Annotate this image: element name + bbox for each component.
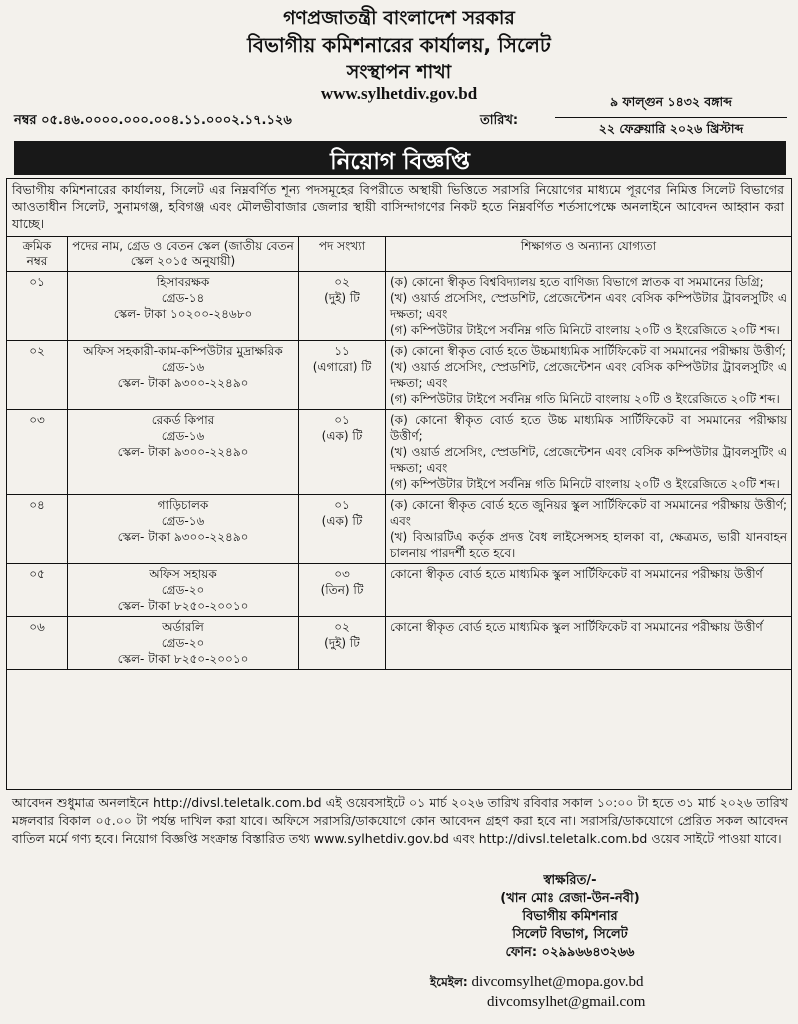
row-post: হিসাবরক্ষক (156, 275, 210, 289)
row-count-words: (এক) টি (321, 429, 363, 443)
row-count-words: (তিন) টি (320, 583, 364, 597)
row-scale: স্কেল- টাকা ৮২৫০-২০০১০ (117, 652, 249, 666)
qualification-item: (ক) কোনো স্বীকৃত বিশ্ববিদ্যালয় হতে বাণিজ্য বিভাগে স্নাতক বা সমমানের ডিগ্রি; (390, 275, 764, 289)
row-post-cell (68, 564, 299, 617)
row-count-cell (299, 564, 386, 617)
branch-name: সংস্থাপন শাখা (346, 61, 452, 83)
notice-title: নিয়োগ বিজ্ঞপ্তি (330, 149, 470, 175)
signatory-designation: বিভাগীয় কমিশনার (522, 909, 618, 924)
row-count-cell (299, 341, 386, 410)
email-line-1 (430, 974, 643, 994)
row-post-cell (68, 410, 299, 495)
qualification-item: (খ) ওয়ার্ড প্রসেসিং, স্প্রেডশিট, প্রেজেন্টেশন এবং বেসিক কম্পিউটার ট্রাবলসুটিং এ দক্ষতা; এবং (390, 291, 787, 321)
row-serial: ০৫ (7, 564, 68, 617)
title-banner (14, 141, 786, 175)
date-label: তারিখ: (480, 113, 519, 128)
table-row (7, 495, 792, 564)
row-grade: গ্রেড-২০ (161, 636, 205, 650)
row-qualification-cell (386, 495, 792, 564)
row-scale: স্কেল- টাকা ৯৩০০-২২৪৯০ (117, 530, 249, 544)
row-qualification-cell (386, 272, 792, 341)
office-name: বিভাগীয় কমিশনারের কার্যালয়, সিলেট (247, 33, 551, 57)
qualification-item: কোনো স্বীকৃত বোর্ড হতে মাধ্যমিক স্কুল সার্টিফিকেট বা সমমানের পরীক্ষায় উত্তীর্ণ (390, 567, 763, 581)
row-post-cell (68, 495, 299, 564)
row-count: ০১ (334, 413, 350, 427)
row-serial: ০২ (7, 341, 68, 410)
table-row (7, 617, 792, 670)
row-count-words: (দুই) টি (324, 636, 360, 650)
table-row (7, 341, 792, 410)
signatory-office: সিলেট বিভাগ, সিলেট (512, 927, 628, 942)
website-link[interactable]: www.sylhetdiv.gov.bd (320, 84, 478, 103)
row-post-cell (68, 272, 299, 341)
qualification-item: (গ) কম্পিউটার টাইপে সর্বনিম্ন গতি মিনিটে বাংলায় ২০টি ও ইংরেজিতে ২০টি শব্দ। (390, 477, 780, 491)
row-count-cell (299, 617, 386, 670)
header-post: পদের নাম, গ্রেড ও বেতন স্কেল (জাতীয় বেতন স্কেল ২০১৫ অনুযায়ী) (68, 237, 299, 272)
row-qualification-cell (386, 341, 792, 410)
row-count-words: (এক) টি (321, 514, 363, 528)
table-body (7, 272, 792, 670)
qualification-item: (ক) কোনো স্বীকৃত বোর্ড হতে উচ্চমাধ্যমিক সার্টিফিকেট বা সমমানের পরীক্ষায় উত্তীর্ণ; (390, 344, 786, 358)
row-post: অফিস সহায়ক (149, 567, 217, 581)
row-count: ০২ (334, 275, 350, 289)
row-scale: স্কেল- টাকা ৯৩০০-২২৪৯০ (117, 376, 249, 390)
row-count-cell (299, 495, 386, 564)
row-count: ০৩ (334, 567, 350, 581)
qualification-item: (ক) কোনো স্বীকৃত বোর্ড হতে উচ্চ মাধ্যমিক সার্টিফিকেট বা সমমানের পরীক্ষায় উত্তীর্ণ; (390, 413, 787, 443)
row-qualification-cell (386, 410, 792, 495)
row-count-words: (দুই) টি (324, 291, 360, 305)
row-scale: স্কেল- টাকা ৯৩০০-২২৪৯০ (117, 445, 249, 459)
row-serial: ০১ (7, 272, 68, 341)
memo-number: নম্বর ০৫.৪৬.০০০০.০০০.০০৪.১১.০০০২.১৭.১২৬ (14, 113, 292, 128)
qualification-item: (খ) ওয়ার্ড প্রসেসিং, স্প্রেডশিট, প্রেজেন্টেশন এবং বেসিক কম্পিউটার ট্রাবলসুটিং এ দক্ষতা; এবং (390, 360, 787, 390)
table-row (7, 272, 792, 341)
row-serial: ০৬ (7, 617, 68, 670)
header-qualification: শিক্ষাগত ও অন্যান্য যোগ্যতা (386, 237, 792, 272)
row-qualification-cell (386, 564, 792, 617)
signatory-phone: ফোন: ০২৯৯৬৬৪৩২৬৬ (505, 945, 635, 960)
row-grade: গ্রেড-১৬ (161, 429, 205, 443)
row-scale: স্কেল- টাকা ১০২০০-২৪৬৮০ (113, 307, 253, 321)
row-serial: ০৪ (7, 495, 68, 564)
header-serial: ক্রমিক নম্বর (7, 237, 68, 272)
row-post: রেকর্ড কিপার (151, 413, 215, 427)
qualification-item: (ক) কোনো স্বীকৃত বোর্ড হতে জুনিয়র স্কুল সার্টিফিকেট বা সমমানের পরীক্ষায় উত্তীর্ণ; এবং (390, 498, 787, 528)
row-qualification-cell (386, 617, 792, 670)
row-post: গাড়িচালক (157, 498, 209, 512)
row-count-cell (299, 410, 386, 495)
row-count: ০২ (334, 620, 350, 634)
row-post: অর্ডারলি (162, 620, 204, 634)
qualification-item: (খ) ওয়ার্ড প্রসেসিং, স্প্রেডশিট, প্রেজেন্টেশন এবং বেসিক কম্পিউটার ট্রাবলসুটিং এ দক্ষতা; এবং (390, 445, 787, 475)
row-grade: গ্রেড-১৪ (161, 291, 205, 305)
row-post: অফিস সহকারী-কাম-কম্পিউটার মুদ্রাক্ষরিক (83, 344, 283, 358)
row-post-cell (68, 341, 299, 410)
row-scale: স্কেল- টাকা ৮২৫০-২০০১০ (117, 599, 249, 613)
row-count-words: (এগারো) টি (312, 360, 372, 374)
email-label: ইমেইল: (430, 975, 468, 989)
email-official[interactable]: divcomsylhet@mopa.gov.bd (471, 974, 644, 990)
header-count: পদ সংখ্যা (299, 237, 386, 272)
qualification-item: কোনো স্বীকৃত বোর্ড হতে মাধ্যমিক স্কুল সার্টিফিকেট বা সমমানের পরীক্ষায় উত্তীর্ণ (390, 620, 763, 634)
intro-paragraph: বিভাগীয় কমিশনারের কার্যালয়, সিলেট এর নিম্নবর্ণিত শূন্য পদসমূহের বিপরীতে অস্থায়ী ভিত্তিতে সরাসরি নিয়োগের মাধ্যমে পূরণের নিমিত্ত সিলেট বিভাগের আওতাধীন সিলেট, সুনামগঞ্জ, হবিগঞ্জ এবং মৌলভীবাজার জেলার স্থায়ী বাসিন্দাগণের নিকট হতে নিম্নবর্ণিত শর্তসাপেক্ষে অনলাইনে আবেদন আহ্বান করা যাচ্ছে। (12, 182, 784, 231)
row-post-cell (68, 617, 299, 670)
row-count: ০১ (334, 498, 350, 512)
signed-label: স্বাক্ষরিত/- (543, 873, 597, 888)
date-english: ২২ ফেব্রুয়ারি ২০২৬ খ্রিস্টাব্দ (598, 121, 744, 136)
row-grade: গ্রেড-১৬ (161, 514, 205, 528)
row-serial: ০৩ (7, 410, 68, 495)
row-count-cell (299, 272, 386, 341)
email-gmail[interactable]: divcomsylhet@gmail.com (487, 994, 646, 1010)
row-count: ১১ (334, 344, 350, 358)
table-row (7, 564, 792, 617)
table-row (7, 410, 792, 495)
date-box (555, 92, 787, 144)
signature-block (440, 872, 700, 962)
date-bangla: ৯ ফাল্গুন ১৪৩২ বঙ্গাব্দ (555, 92, 787, 118)
qualification-item: (গ) কম্পিউটার টাইপে সর্বনিম্ন গতি মিনিটে বাংলায় ২০টি ও ইংরেজিতে ২০টি শব্দ। (390, 323, 780, 337)
qualification-item: (খ) বিআরটিএ কর্তৃক প্রদত্ত বৈধ লাইসেন্সসহ হালকা বা, ক্ষেত্রমত, ভারী যানবাহন চালনায় পারদর্শী হতে হবে। (390, 530, 787, 560)
vacancy-table (6, 236, 792, 670)
table-header-row (7, 237, 792, 272)
government-name: গণপ্রজাতন্ত্রী বাংলাদেশ সরকার (283, 7, 515, 29)
row-grade: গ্রেড-১৬ (161, 360, 205, 374)
application-instructions: আবেদন শুধুমাত্র অনলাইনে http://divsl.teletalk.com.bd এই ওয়েবসাইটে ০১ মার্চ ২০২৬ তারিখ রবিবার সকাল ১০:০০ টা হতে ৩১ মার্চ ২০২৬ তারিখ মঙ্গলবার বিকাল ০৫.০০ টা পর্যন্ত দাখিল করা যাবে। অফিসে সরাসরি/ডাকযোগে কোন আবেদন গ্রহণ করা হবে না। সরাসরি/ডাকযোগে প্রেরিত সকল আবেদন বাতিল মর্মে গণ্য হবে। নিয়োগ বিজ্ঞপ্তি সংক্রান্ত বিস্তারিত তথ্য www.sylhetdiv.gov.bd এবং http://divsl.teletalk.com.bd ওয়েব সাইটে পাওয়া যাবে। (12, 795, 788, 846)
signatory-name: (খান মোঃ রেজা-উন-নবী) (500, 891, 640, 906)
row-grade: গ্রেড-২০ (161, 583, 205, 597)
qualification-item: (গ) কম্পিউটার টাইপে সর্বনিম্ন গতি মিনিটে বাংলায় ২০টি ও ইংরেজিতে ২০টি শব্দ। (390, 392, 780, 406)
